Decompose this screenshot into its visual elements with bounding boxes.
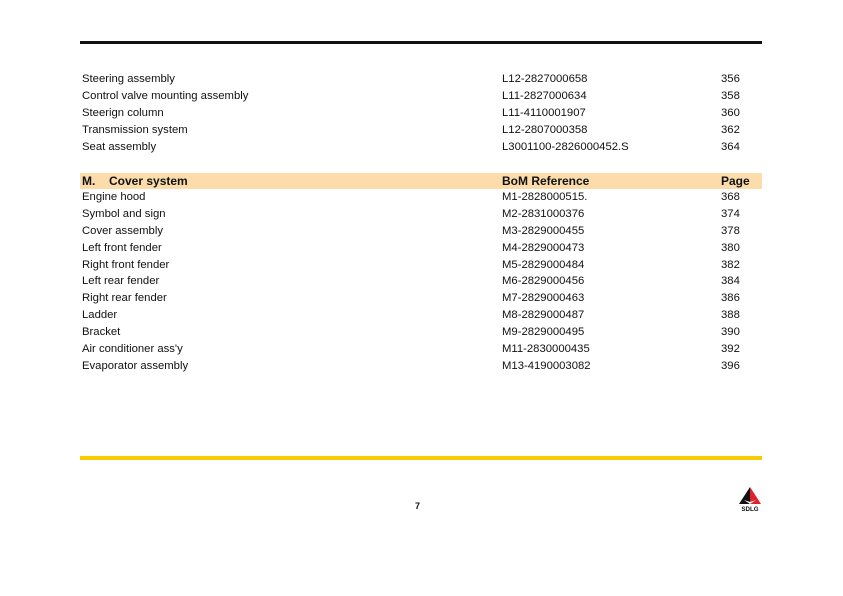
bom-reference: L12-2807000358 (502, 123, 588, 136)
part-name: Evaporator assembly (82, 359, 189, 372)
page-ref: 388 (721, 309, 740, 322)
bom-reference: M11-2830000435 (502, 343, 590, 356)
header-rule (80, 41, 762, 44)
page-ref: 386 (721, 292, 740, 305)
table-row (80, 273, 762, 290)
bom-reference: L12-2827000658 (502, 73, 588, 85)
part-name: Right rear fender (82, 292, 167, 305)
table-row (80, 88, 762, 105)
table-row (80, 324, 762, 341)
section-m-table (80, 173, 762, 375)
page-ref: 390 (721, 326, 740, 339)
page-ref: 364 (721, 140, 740, 153)
part-name: Right front fender (82, 258, 170, 271)
bom-reference: M7-2829000463 (502, 292, 585, 305)
part-name: Bracket (82, 326, 121, 339)
page-ref: 380 (721, 241, 740, 254)
part-name: Engine hood (82, 191, 146, 203)
table-row (80, 105, 762, 122)
part-name: Transmission system (82, 123, 188, 136)
section-header (80, 173, 762, 189)
table-row (80, 139, 762, 156)
part-name: Air conditioner ass'y (82, 343, 183, 356)
page-number: 7 (415, 501, 421, 511)
table-row (80, 223, 762, 240)
bom-reference: L11-4110001907 (502, 106, 586, 119)
page-ref: 392 (721, 343, 740, 356)
page-ref: 360 (721, 106, 740, 119)
table-row (80, 122, 762, 139)
part-name: Left front fender (82, 241, 162, 254)
section-title (82, 173, 188, 189)
table-row (80, 189, 762, 206)
bom-reference: M3-2829000455 (502, 224, 585, 237)
page-ref: 362 (721, 123, 740, 136)
part-name: Symbol and sign (82, 207, 166, 220)
bom-reference: L3001100-2826000452.S (502, 140, 629, 153)
column-header-page: Page (721, 174, 750, 188)
section-l-continued-table (80, 71, 762, 155)
part-name: Steerign column (82, 106, 164, 119)
table-row (80, 290, 762, 307)
table-row (80, 358, 762, 375)
page-ref: 358 (721, 89, 740, 102)
page-ref: 384 (721, 275, 740, 288)
part-name: Cover assembly (82, 224, 163, 237)
section-letter: M. (82, 174, 96, 188)
table-row (80, 341, 762, 358)
table-row (80, 206, 762, 223)
bom-reference: M6-2829000456 (502, 275, 585, 288)
section-name: Cover system (109, 174, 188, 188)
page-ref: 368 (721, 191, 740, 203)
bom-reference: M13-4190003082 (502, 359, 591, 372)
page-ref: 396 (721, 359, 740, 372)
table-row (80, 240, 762, 257)
bom-reference: M2-2831000376 (502, 207, 585, 220)
sdlg-logo-icon (737, 486, 763, 512)
part-name: Left rear fender (82, 275, 160, 288)
page-ref: 382 (721, 258, 740, 271)
footer-rule (80, 456, 762, 460)
page-ref: 356 (721, 73, 740, 85)
column-header-bom-reference: BoM Reference (502, 174, 590, 188)
table-row (80, 71, 762, 88)
bom-reference: M8-2829000487 (502, 309, 585, 322)
bom-reference: M4-2829000473 (502, 241, 585, 254)
table-row (80, 307, 762, 324)
table-row (80, 257, 762, 274)
bom-reference: L11-2827000634 (502, 89, 587, 102)
part-name: Control valve mounting assembly (82, 89, 249, 102)
page-ref: 378 (721, 224, 740, 237)
bom-reference: M5-2829000484 (502, 258, 585, 271)
logo-brand-text: SDLG (741, 506, 759, 512)
part-name: Ladder (82, 309, 118, 322)
part-name: Steering assembly (82, 73, 175, 85)
bom-reference: M9-2829000495 (502, 326, 585, 339)
page-ref: 374 (721, 207, 740, 220)
bom-reference: M1-2828000515. (502, 191, 588, 203)
part-name: Seat assembly (82, 140, 157, 153)
